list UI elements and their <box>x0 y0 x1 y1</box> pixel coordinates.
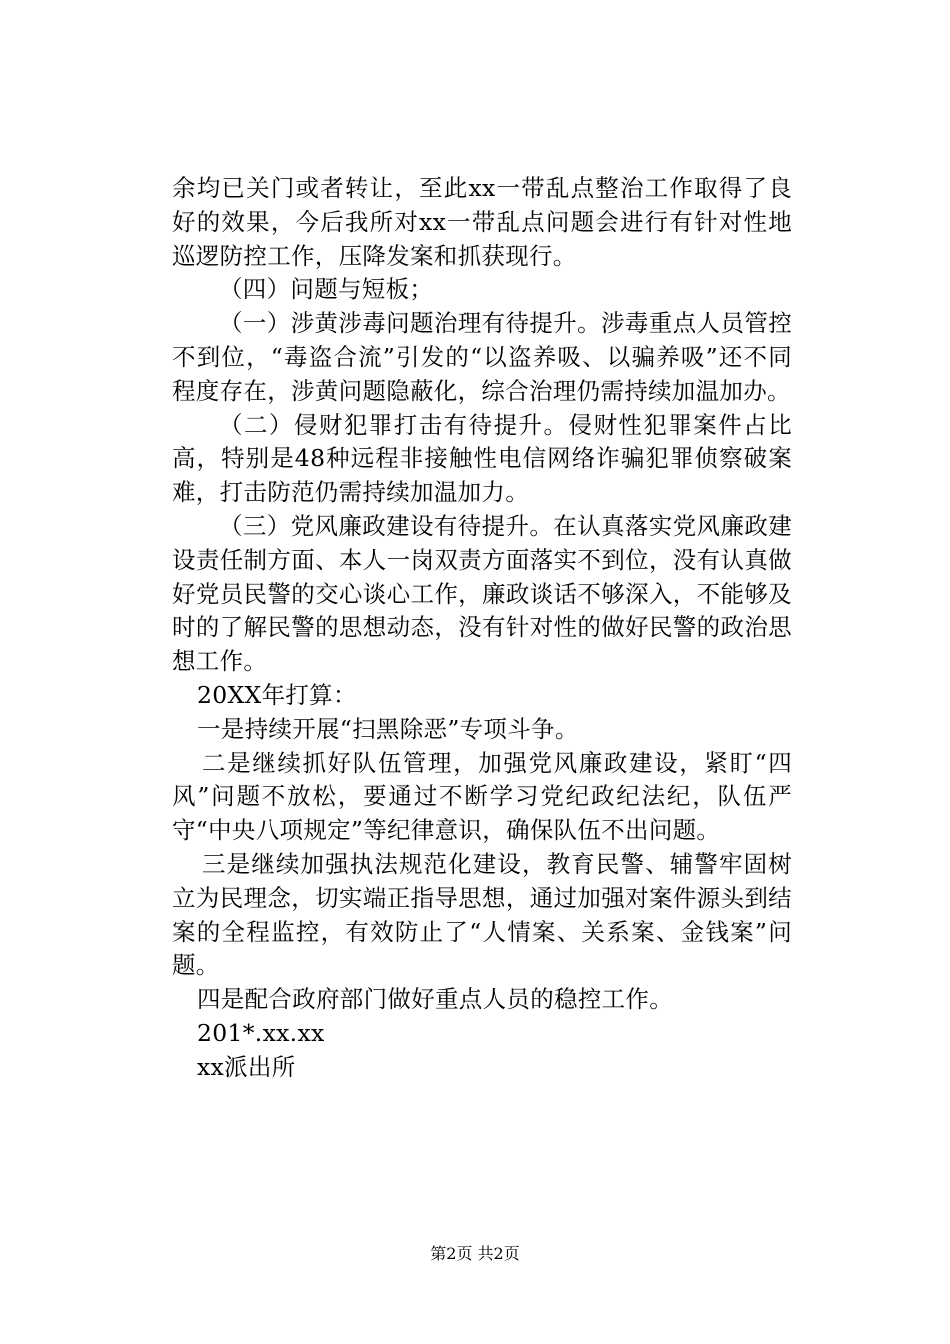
section-heading-plan: 20XX年打算： <box>197 680 357 709</box>
document-body <box>172 172 792 1085</box>
section-heading-problems: （四）问题与短板； <box>219 275 434 304</box>
paragraph-plan-3: 三是继续加强执法规范化建设，教育民警、辅警牢固树立为民理念，切实端正指导思想，通过加强对案件源头到结案的全程监控，有效防止了“人情案、关系案、金钱案”问题。 <box>172 849 792 980</box>
document-signature: xx派出所 <box>197 1052 296 1081</box>
paragraph-continuation: 余均已关门或者转让，至此xx一带乱点整治工作取得了良好的效果，今后我所对xx一带乱点问题会进行有针对性地巡逻防控工作，压降发案和抓获现行。 <box>172 174 792 270</box>
paragraph-plan-2: 二是继续抓好队伍管理，加强党风廉政建设，紧盯“四风”问题不放松，要通过不断学习党纪政纪法纪，队伍严守“中央八项规定”等纪律意识，确保队伍不出问题。 <box>172 748 792 845</box>
paragraph-problem-3: （三）党风廉政建设有待提升。在认真落实党风廉政建设责任制方面、本人一岗双责方面落实不到位，没有认真做好党员民警的交心谈心工作，廉政谈话不够深入，不能够及时的了解民警的思想动态，没有针对性的做好民警的政治思想工作。 <box>172 511 792 676</box>
page-number-footer: 第2页 共2页 <box>430 1244 520 1263</box>
paragraph-plan-1: 一是持续开展“扫黑除恶”专项斗争。 <box>197 714 579 743</box>
paragraph-problem-1: （一）涉黄涉毒问题治理有待提升。涉毒重点人员管控不到位，“毒盗合流”引发的“以盗养吸、以骗养吸”还不同程度存在，涉黄问题隐蔽化，综合治理仍需持续加温加办。 <box>172 309 792 405</box>
paragraph-problem-2: （二）侵财犯罪打击有待提升。侵财性犯罪案件占比高，特别是48种远程非接触性电信网络诈骗犯罪侦察破案难，打击防范仍需持续加温加力。 <box>172 410 792 507</box>
document-date: 201*.xx.xx <box>197 1018 325 1047</box>
paragraph-plan-4: 四是配合政府部门做好重点人员的稳控工作。 <box>197 985 673 1014</box>
